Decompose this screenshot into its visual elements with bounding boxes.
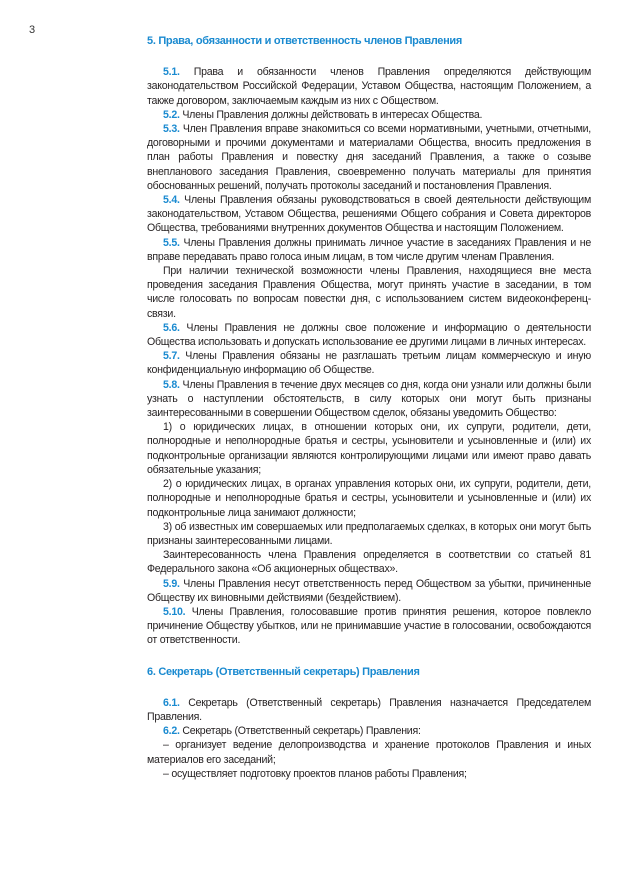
- paragraph-text: – осуществляет подготовку проектов планов работы Правления;: [163, 767, 467, 780]
- paragraph-text: 2) о юридических лицах, в органах управления которых они, их супруги, родители, дети, полнородные и неполнородные братья и сестры, усыновители и усыновленные и (или) их подконтрольные лица занимают должности;: [147, 478, 591, 519]
- paragraph-text: Секретарь (Ответственный секретарь) Правления:: [182, 725, 421, 738]
- paragraph-text: Члены Правления должны действовать в интересах Общества.: [182, 108, 483, 121]
- paragraph-text: Член Правления вправе знакомиться со всеми нормативными, учетными, отчетными, договорными и прочими документами и материалами Общества, вносить предложения в план работы Правления и повестку дня заседаний Правления, а также о созыве внепланового заседания Правления, своевременно получать материалы для принятия обоснованных решений, получать протоколы заседаний и постановления Правления.: [147, 123, 591, 192]
- clause-number: 5.5.: [163, 236, 180, 249]
- clause-number: 5.6.: [163, 321, 180, 334]
- document-body: [147, 34, 591, 781]
- section-heading: 6. Секретарь (Ответственный секретарь) Правления: [147, 665, 420, 678]
- paragraph-5-8-note: [147, 548, 591, 576]
- paragraph-text: Члены Правления обязаны руководствоваться в своей деятельности действующим законодательством, Уставом Общества, решениями Общего собрания и Совета директоров Общества, требованиями внутренних документов Общества и настоящим Положением.: [147, 194, 591, 235]
- paragraph-text: Члены Правления должны принимать личное участие в заседаниях Правления и не вправе передавать право голоса иным лицам, в том числе другим членам Правления.: [147, 236, 591, 263]
- paragraph-text: Члены Правления несут ответственность перед Обществом за убытки, причиненные Обществу их виновными действиями (бездействием).: [147, 577, 591, 604]
- paragraph-text: Секретарь (Ответственный секретарь) Правления назначается Председателем Правления.: [147, 696, 591, 723]
- paragraph-text: Члены Правления, голосовавшие против принятия решения, которое повлекло причинение Обществу убытков, или не принимавшие участие в голосовании, освобождаются от ответственности.: [147, 605, 591, 647]
- clause-number: 5.1.: [163, 66, 180, 79]
- list-item-1: [147, 420, 591, 477]
- paragraph-5-5: [147, 236, 591, 264]
- paragraph-text: 3) об известных им совершаемых или предполагаемых сделках, в которых они могут быть признаны заинтересованными лицами.: [147, 520, 591, 547]
- paragraph-6-1: [147, 696, 591, 724]
- paragraph-text: 1) о юридических лицах, в отношении которых они, их супруги, родители, дети, полнородные и неполнородные братья и сестры, усыновители и усыновленные и (или) их подконтрольные организации являются контролирующими лицами или имеют право давать обязательные указания;: [147, 421, 591, 476]
- paragraph-5-4: [147, 193, 591, 236]
- paragraph-text: При наличии технической возможности члены Правления, находящиеся вне места проведения заседания Правления Общества, могут принять участие в заседании, в том числе голосовать по вопросам повестки дня, с использованием систем видеоконференц-связи.: [147, 265, 591, 320]
- section-heading: 5. Права, обязанности и ответственность членов Правления: [147, 35, 463, 47]
- clause-number: 6.1.: [163, 696, 180, 709]
- paragraph-6-2: [147, 724, 591, 738]
- paragraph-5-2: [147, 108, 591, 122]
- list-item-2: [147, 477, 591, 520]
- clause-number: 6.2.: [163, 725, 180, 738]
- clause-number: 5.2.: [163, 108, 180, 121]
- clause-number: 5.8.: [163, 378, 180, 391]
- paragraph-5-6: [147, 321, 591, 349]
- paragraph-5-8: [147, 378, 591, 421]
- clause-number: 5.7.: [163, 350, 180, 363]
- paragraph-text: – организует ведение делопроизводства и хранение протоколов Правления и иных материалов его заседаний;: [147, 739, 591, 766]
- paragraph-text: Члены Правления обязаны не разглашать третьим лицам коммерческую и иную конфиденциальную информацию об Обществе.: [147, 350, 591, 377]
- paragraph-5-7: [147, 349, 591, 377]
- clause-number: 5.3.: [163, 123, 180, 136]
- paragraph-text: Члены Правления не должны свое положение и информацию о деятельности Общества использовать и допускать использование ее другими лицами в личных интересах.: [147, 321, 591, 349]
- paragraph-5-5-cont: [147, 264, 591, 321]
- paragraph-5-1: [147, 65, 591, 108]
- list-item-3: [147, 520, 591, 548]
- paragraph-text: Члены Правления в течение двух месяцев со дня, когда они узнали или должны были узнать о наступлении обстоятельств, в силу которых они могут быть признаны заинтересованными в совершении Обществом сделок, обязаны уведомить Общество:: [147, 378, 591, 420]
- dash-item: [147, 767, 591, 781]
- section-spacer: [147, 648, 591, 665]
- paragraph-text: Заинтересованность члена Правления определяется в соответствии со статьей 81 Федерального закона «Об акционерных обществах».: [147, 549, 591, 576]
- page-number: 3: [29, 24, 36, 36]
- clause-number: 5.4.: [163, 194, 180, 207]
- paragraph-5-3: [147, 122, 591, 193]
- paragraph-text: Права и обязанности членов Правления определяются действующим законодательством Российской Федерации, Уставом Общества, настоящим Положением, а также договором, заключаемым каждым из них с Обществом.: [147, 66, 591, 107]
- dash-item: [147, 738, 591, 766]
- paragraph-5-9: [147, 577, 591, 605]
- clause-number: 5.9.: [163, 577, 180, 590]
- paragraph-5-10: [147, 605, 591, 648]
- clause-number: 5.10.: [163, 605, 186, 618]
